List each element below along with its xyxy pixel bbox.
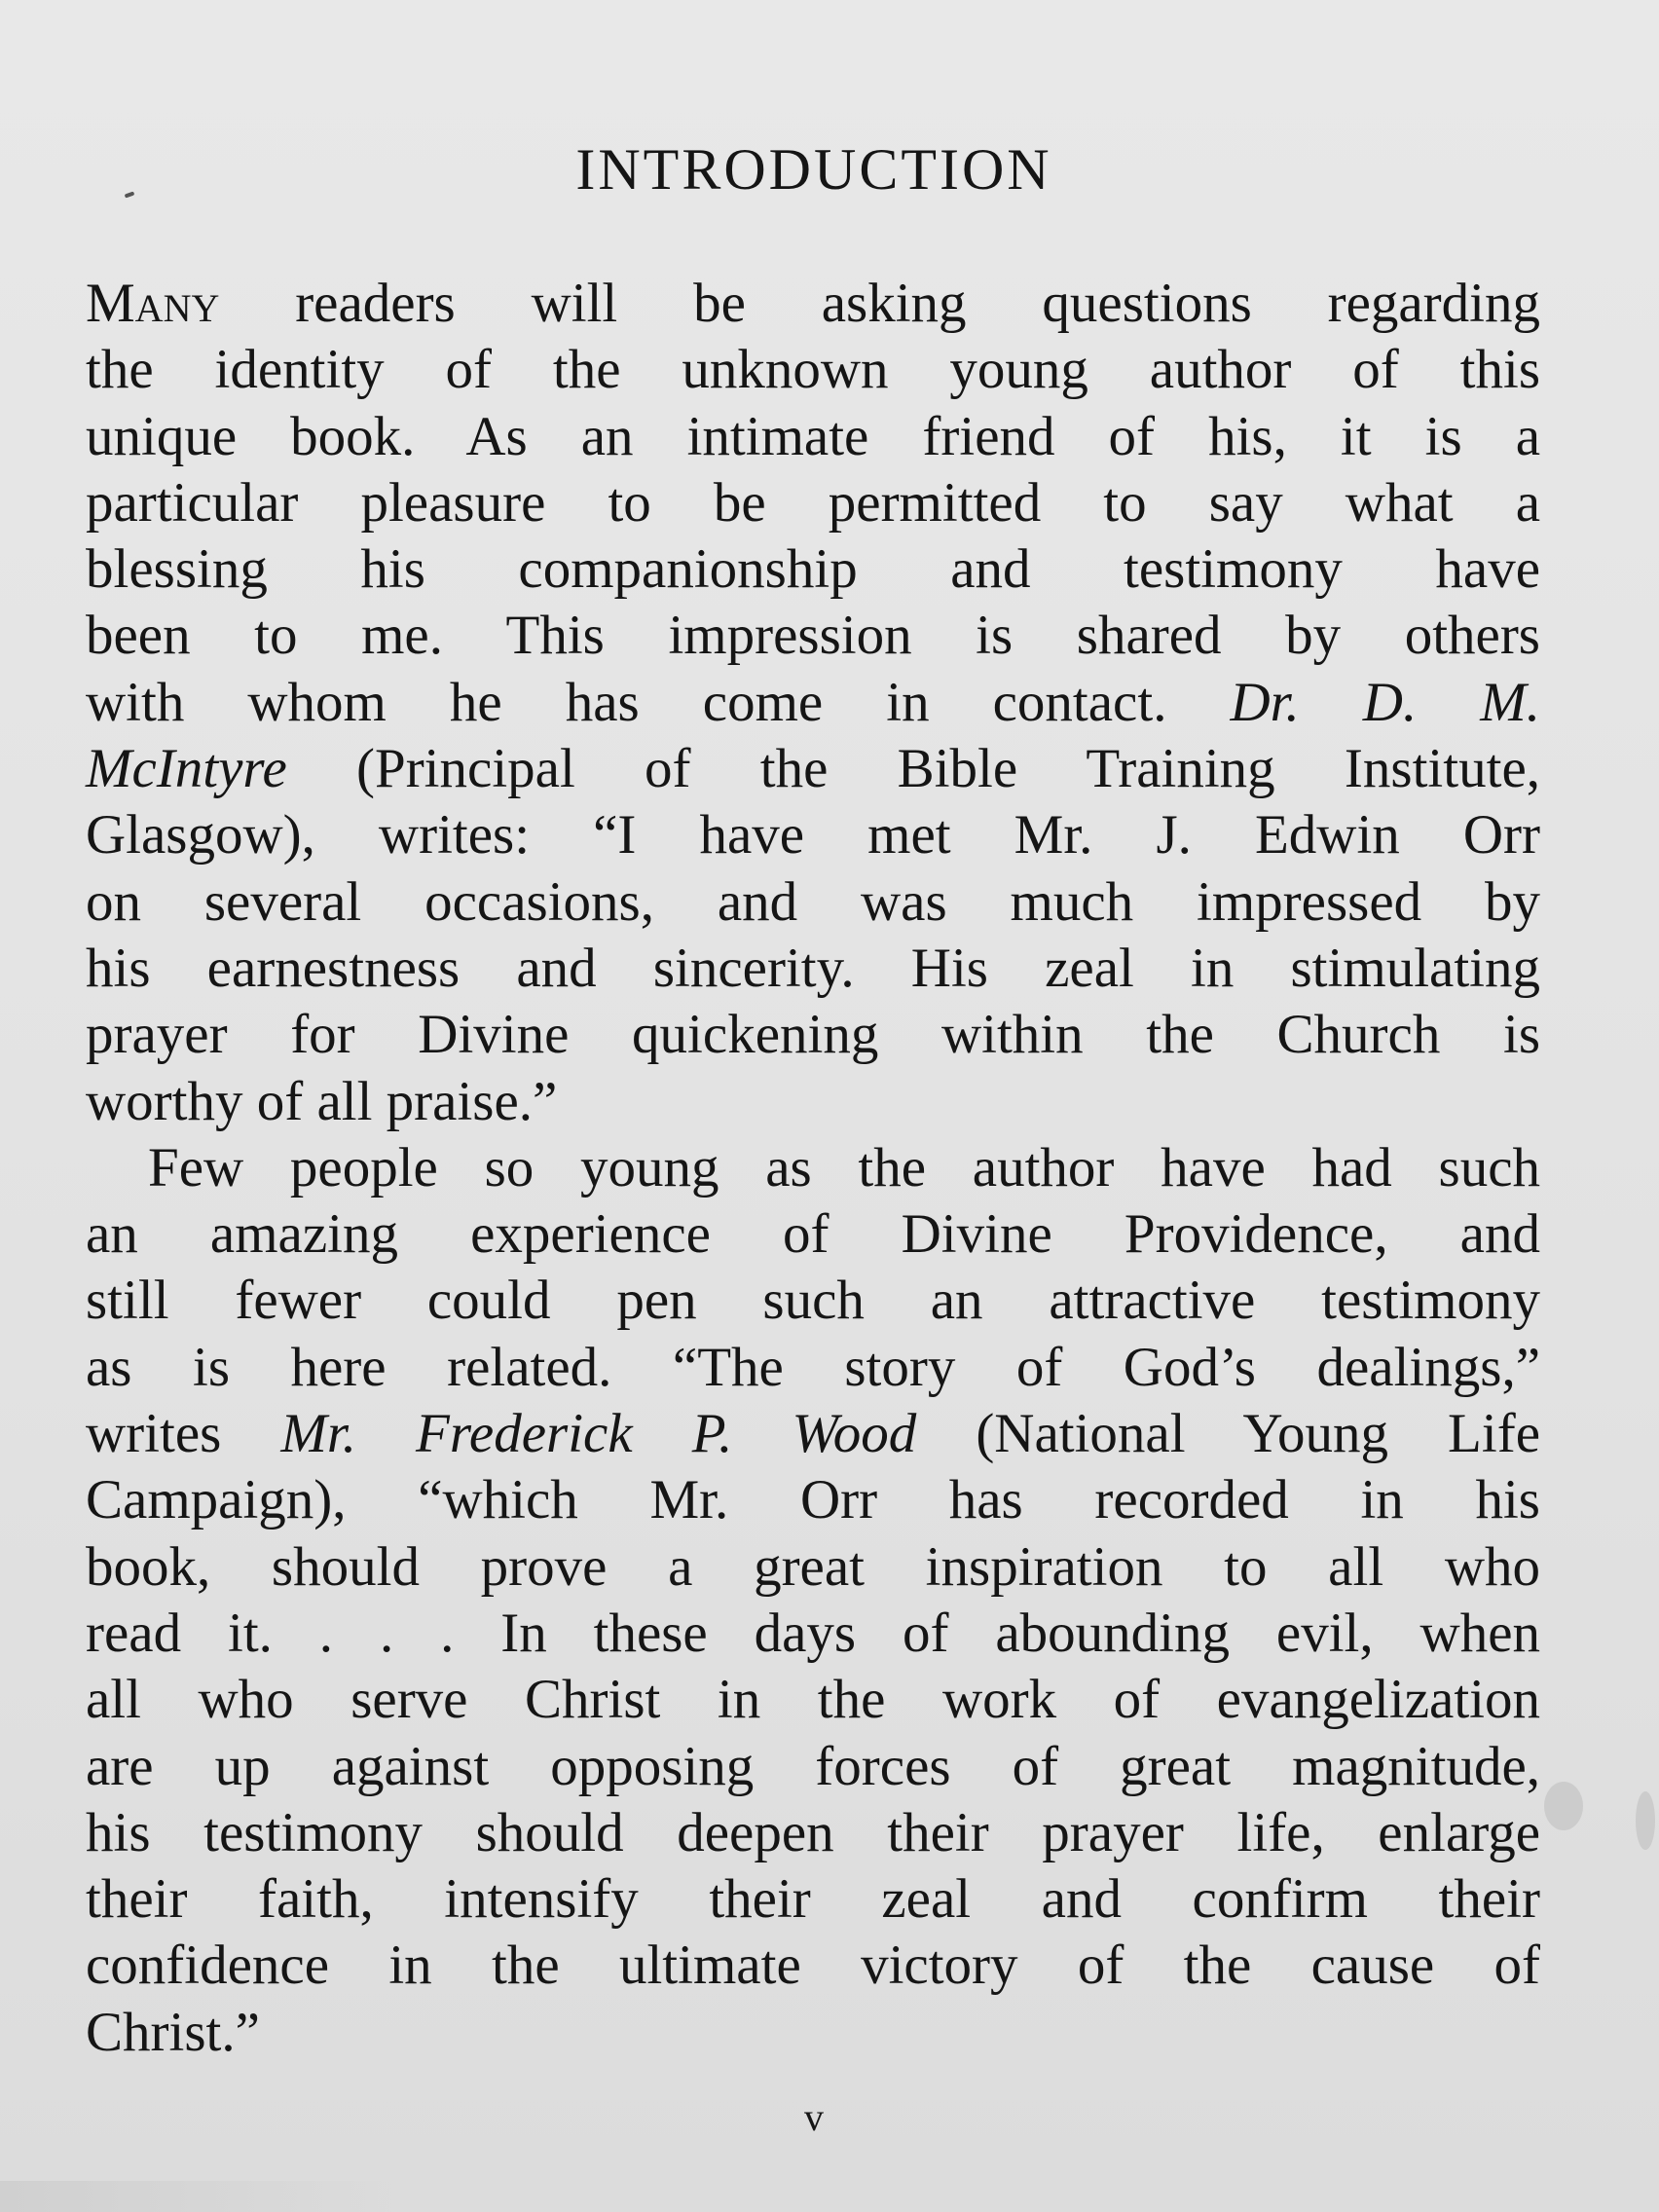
text-line: unique book. As an intimate friend of his, it is a xyxy=(86,405,1540,467)
text-line: his earnestness and sincerity. His zeal in stimulating xyxy=(86,937,1540,999)
text-line: Christ.” xyxy=(86,2001,260,2063)
text-line: his testimony should deepen their prayer life, enlarge xyxy=(86,1801,1540,1863)
drop-small-caps: Many xyxy=(86,273,220,334)
page-number: v xyxy=(804,2095,824,2139)
paragraph-1 xyxy=(86,271,1540,1135)
text-line: are up against opposing forces of great magnitude, xyxy=(86,1735,1540,1797)
text-line: read it. . . . In these days of abounding evil, when xyxy=(86,1602,1540,1664)
text-line: Glasgow), writes: “I have met Mr. J. Edwin Orr xyxy=(86,804,1540,866)
text-line: blessing his companionship and testimony have xyxy=(86,538,1540,601)
text-line: worthy of all praise.” xyxy=(86,1070,558,1132)
text-line: prayer for Divine quickening within the Church is xyxy=(86,1004,1540,1066)
text-line: all who serve Christ in the work of evangelization xyxy=(86,1669,1540,1731)
italic-name: McIntyre xyxy=(86,738,287,800)
text-line: Many readers will be asking questions regarding xyxy=(86,273,1540,334)
text-line: their faith, intensify their zeal and confirm their xyxy=(86,1868,1540,1931)
chapter-heading: INTRODUCTION xyxy=(575,137,1052,202)
paper-smudge xyxy=(1544,1782,1583,1830)
scan-edge-shadow xyxy=(0,2181,409,2212)
paper-smudge xyxy=(1636,1791,1655,1850)
text-line: writes Mr. Frederick P. Wood (National Young Life xyxy=(86,1403,1540,1465)
text-line: particular pleasure to be permitted to say what a xyxy=(86,471,1540,534)
text-line: McIntyre (Principal of the Bible Training Institute, xyxy=(86,738,1540,800)
text-line: Few people so young as the author have had such xyxy=(148,1136,1540,1198)
body-text xyxy=(86,271,1540,2066)
text-line: with whom he has come in contact. Dr. D. M. xyxy=(86,671,1540,733)
text-line: Campaign), “which Mr. Orr has recorded in his xyxy=(86,1469,1540,1531)
text-line: confidence in the ultimate victory of the cause of xyxy=(86,1935,1540,1997)
text-line: as is here related. “The story of God’s dealings,” xyxy=(86,1336,1540,1398)
text-line: on several occasions, and was much impressed by xyxy=(86,870,1540,933)
text-line: been to me. This impression is shared by others xyxy=(86,605,1540,667)
text-line: book, should prove a great inspiration to all who xyxy=(86,1535,1540,1598)
text-line: the identity of the unknown young author of this xyxy=(86,339,1540,401)
paragraph-2 xyxy=(86,1135,1540,2066)
text-line: an amazing experience of Divine Providence, and xyxy=(86,1203,1540,1266)
italic-name: Dr. D. M. xyxy=(1230,671,1540,733)
text-line: still fewer could pen such an attractive testimony xyxy=(86,1270,1540,1332)
italic-name: Mr. Frederick P. Wood xyxy=(280,1403,917,1465)
